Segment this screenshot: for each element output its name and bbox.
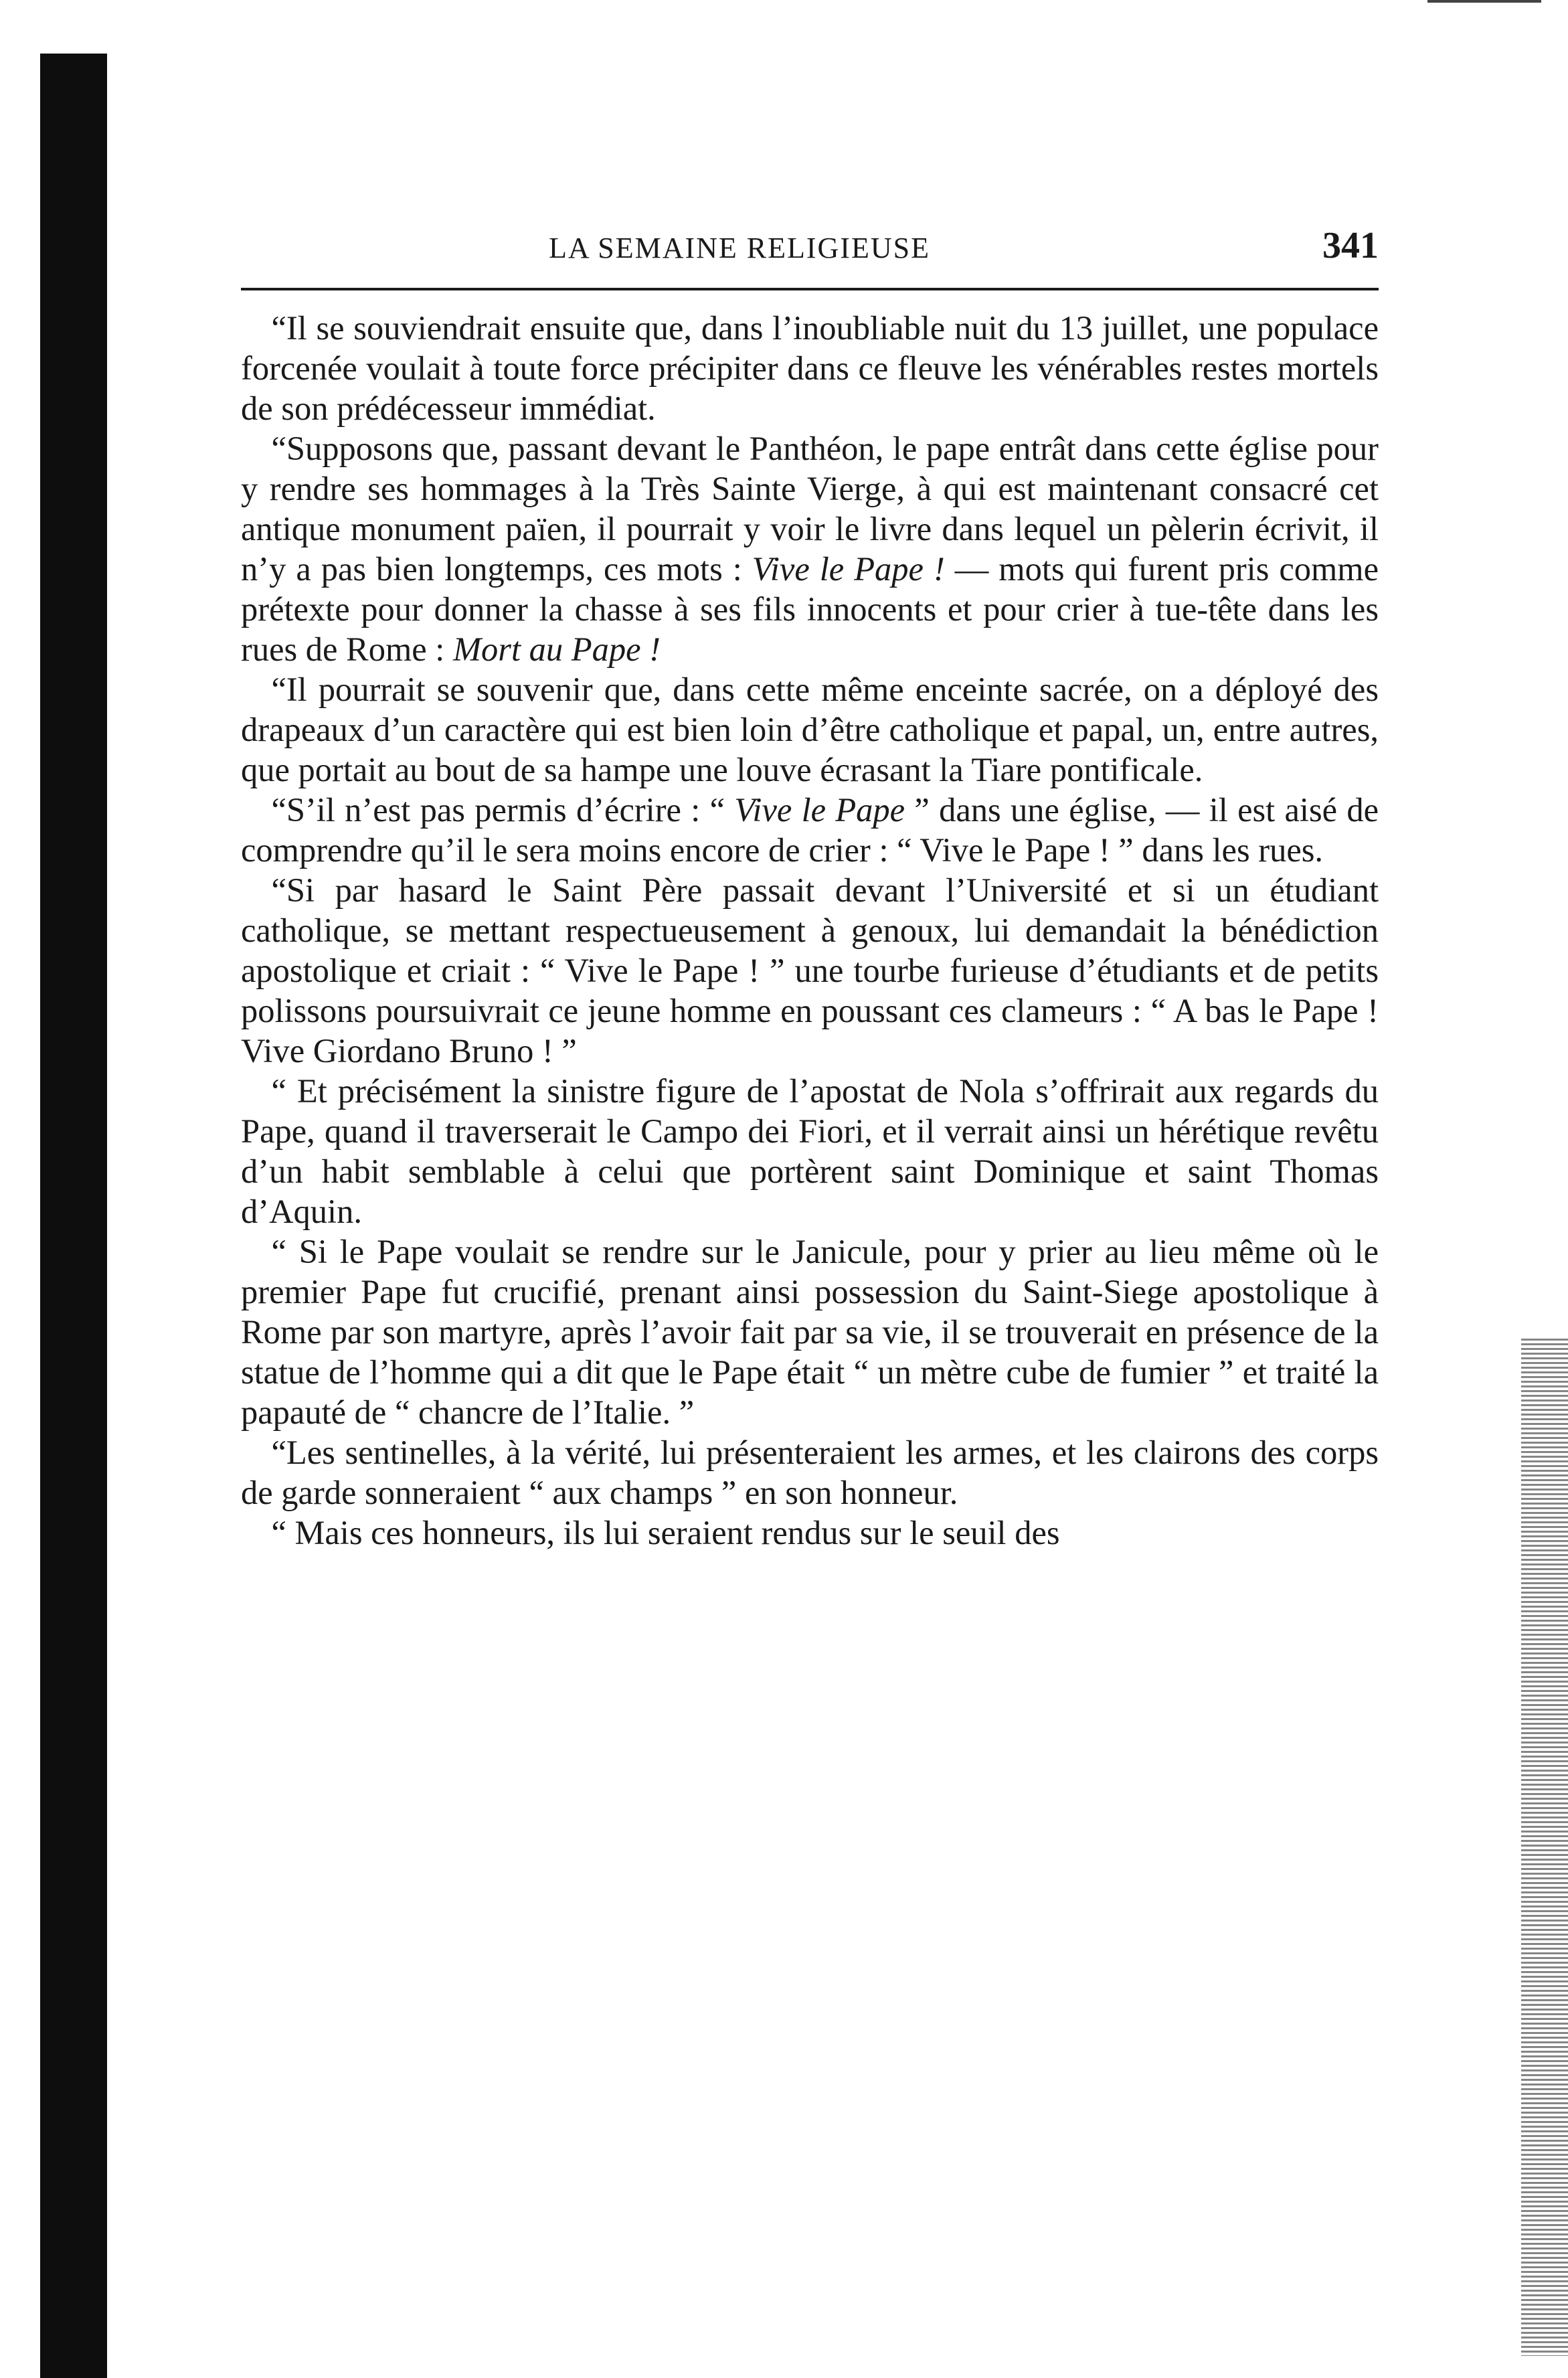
paragraph [241,428,1379,669]
paragraph-text: “Si par hasard le Saint Père passait devant l’Université et si un étudiant catholique, se mettant respectueusement à genoux, lui demandait la bénédiction apostolique et criait : “ Vive le Pape ! ” une tourbe furieuse d’étudiants et de petits polissons poursuivrait ce jeune homme en poussant ces clameurs : “ A bas le Pape ! Vive Giordano Bruno ! ” [241,871,1379,1070]
paragraph-text: “ Si le Pape voulait se rendre sur le Janicule, pour y prier au lieu même où le premier Pape fut crucifié, prenant ainsi possession du Saint-Siege apostolique à Rome par son martyre, après l’avoir fait par sa vie, il se trouverait en présence de la statue de l’homme qui a dit que le Pape était “ un mètre cube de fumier ” et traité la papauté de “ chancre de l’Italie. ” [241,1233,1379,1431]
page-number: 341 [1322,225,1379,266]
paragraph [241,669,1379,790]
paragraph [241,1071,1379,1232]
paragraph [241,1513,1379,1553]
paragraph-text: ” dans une église, — il est aisé de comprendre qu’il le sera moins encore de crier : “ Vive le Pape ! ” dans les rues. [241,791,1379,869]
paragraph-text: “Supposons que, passant devant le Panthéon, le pape entrât dans cette église pour y rendre ses hommages à la Très Sainte Vierge, à qui est maintenant consacré cet antique monument païen, il pourrait y voir le livre dans lequel un pèlerin écrivit, il n’y a pas bien longtemps, ces mots : [241,430,1379,588]
paragraph-text: “S’il n’est pas permis d’écrire : “ [271,791,735,829]
book-binding-edge [40,54,107,2378]
paragraph-text: “Il pourrait se souvenir que, dans cette même enceinte sacrée, on a déployé des drapeaux d’un caractère qui est bien loin d’être catholique et papal, un, entre autres, que portait au bout de sa hampe une louve écrasant la Tiare pontificale. [241,671,1379,788]
scan-corner-mark [1427,0,1541,3]
italic-text: Vive le Pape ! [752,550,945,588]
italic-text: Vive le Pape [734,791,905,829]
paragraph-text: “ Mais ces honneurs, ils lui seraient rendus sur le seuil des [271,1514,1060,1551]
paragraph [241,1432,1379,1513]
paragraph-text: — mots qui furent pris comme prétexte pour donner la chasse à ses fils innocents et pour crier à tue-tête dans les rues de Rome : [241,550,1379,668]
paragraph-text: “Les sentinelles, à la vérité, lui présenteraient les armes, et les clairons des corps de garde sonneraient “ aux champs ” en son honneur. [241,1434,1379,1511]
running-head: LA SEMAINE RELIGIEUSE [549,232,930,264]
page-header [241,225,1379,278]
paragraph-text: “Il se souviendrait ensuite que, dans l’inoubliable nuit du 13 juillet, une populace forcenée voulait à toute force précipiter dans ce fleuve les vénérables restes mortels de son prédécesseur immédiat. [241,309,1379,427]
italic-text: Mort au Pape ! [452,630,661,668]
header-rule [241,288,1379,290]
body-text [241,308,1379,1553]
paragraph [241,1232,1379,1432]
scan-edge-noise [1521,1339,1568,2356]
paragraph [241,870,1379,1071]
paragraph-text: “ Et précisément la sinistre figure de l’apostat de Nola s’offrirait aux regards du Pape, quand il traverserait le Campo dei Fiori, et il verrait ainsi un hérétique revêtu d’un habit semblable à celui que portèrent saint Dominique et saint Thomas d’Aquin. [241,1072,1379,1230]
paragraph [241,790,1379,870]
paragraph [241,308,1379,428]
